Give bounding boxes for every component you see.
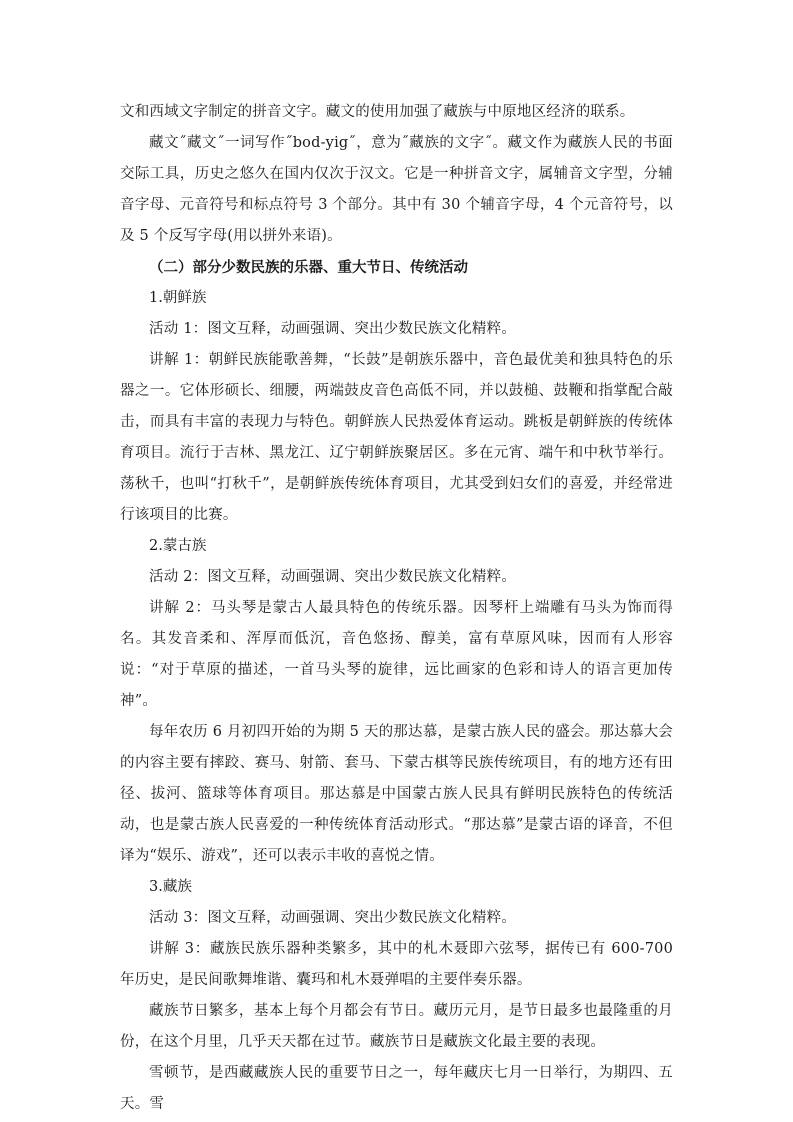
paragraph-shoton-festival: 雪顿节，是西藏藏族人民的重要节日之一，每年藏庆七月一日举行，为期四、五天。雪 xyxy=(120,1065,673,1112)
document-page xyxy=(120,97,673,1120)
activity-3: 活动 3：图文互释，动画强调、突出少数民族文化精粹。 xyxy=(149,910,517,926)
subheading-korean: 1.朝鲜族 xyxy=(149,290,207,306)
explanation-1: 讲解 1：朝鲜民族能歌善舞，“长鼓”是朝族乐器中，音色最优美和独具特色的乐器之一。它体形硕长、细腰，两端鼓皮音色高低不同，并以鼓槌、鼓鞭和指掌配合敲击，而具有丰富的表现力与特色。朝鲜族人民热爱体育运动。跳板是朝鲜族的传统体育项目。流行于吉林、黑龙江、辽宁朝鲜族聚居区。多在元宵、端午和中秋节举行。荡秋千，也叫“打秋千”，是朝鲜族传统体育项目，尤其受到妇女们的喜爱，并经常进行该项目的比赛。 xyxy=(120,352,673,523)
explanation-2: 讲解 2：马头琴是蒙古人最具特色的传统乐器。因琴杆上端雕有马头为饰而得名。其发音柔和、浑厚而低沉，音色悠扬、醇美，富有草原风味，因而有人形容说：“对于草原的描述，一首马头琴的旋律，远比画家的色彩和诗人的语言更加传神”。 xyxy=(120,600,673,709)
activity-2: 活动 2：图文互释，动画强调、突出少数民族文化精粹。 xyxy=(149,569,517,585)
section-heading: （二）部分少数民族的乐器、重大节日、传统活动 xyxy=(149,259,468,276)
subheading-tibetan: 3.藏族 xyxy=(149,879,192,895)
paragraph-tibetan-festivals: 藏族节日繁多，基本上每个月都会有节日。藏历元月，是节日最多也最隆重的月份，在这个月里，几乎天天都在过节。藏族节日是藏族文化最主要的表现。 xyxy=(120,1003,673,1050)
subheading-mongolian: 2.蒙古族 xyxy=(149,538,207,554)
explanation-3: 讲解 3：藏族民族乐器种类繁多，其中的札木聂即六弦琴，据传已有 600-700 年历史，是民间歌舞堆谐、囊玛和札木聂弹唱的主要伴奏乐器。 xyxy=(120,941,673,988)
paragraph-naadam: 每年农历 6 月初四开始的为期 5 天的那达慕，是蒙古族人民的盛会。那达慕大会的内容主要有摔跤、赛马、射箭、套马、下蒙古棋等民族传统项目，有的地方还有田径、拔河、篮球等体育项目。那达慕是中国蒙古族人民具有鲜明民族特色的传统活动，也是蒙古族人民喜爱的一种传统体育活动形式。“那达慕”是蒙古语的译音，不但译为“娱乐、游戏”，还可以表示丰收的喜悦之情。 xyxy=(120,724,673,864)
paragraph-tibetan-script-intro-end: 文和西域文字制定的拼音文字。藏文的使用加强了藏族与中原地区经济的联系。 xyxy=(120,104,635,120)
paragraph-tibetan-script: 藏文˝藏文˝一词写作˝bod-yig˝，意为˝藏族的文字˝。藏文作为藏族人民的书面交际工具，历史之悠久在国内仅次于汉文。它是一种拼音文字，属辅音文字型，分辅音字母、元音符号和标点符号 3 个部分。其中有 30 个辅音字母，4 个元音符号，以及 5 个反写字母(用以拼外来语)。 xyxy=(120,135,673,244)
activity-1: 活动 1：图文互释，动画强调、突出少数民族文化精粹。 xyxy=(149,321,517,337)
